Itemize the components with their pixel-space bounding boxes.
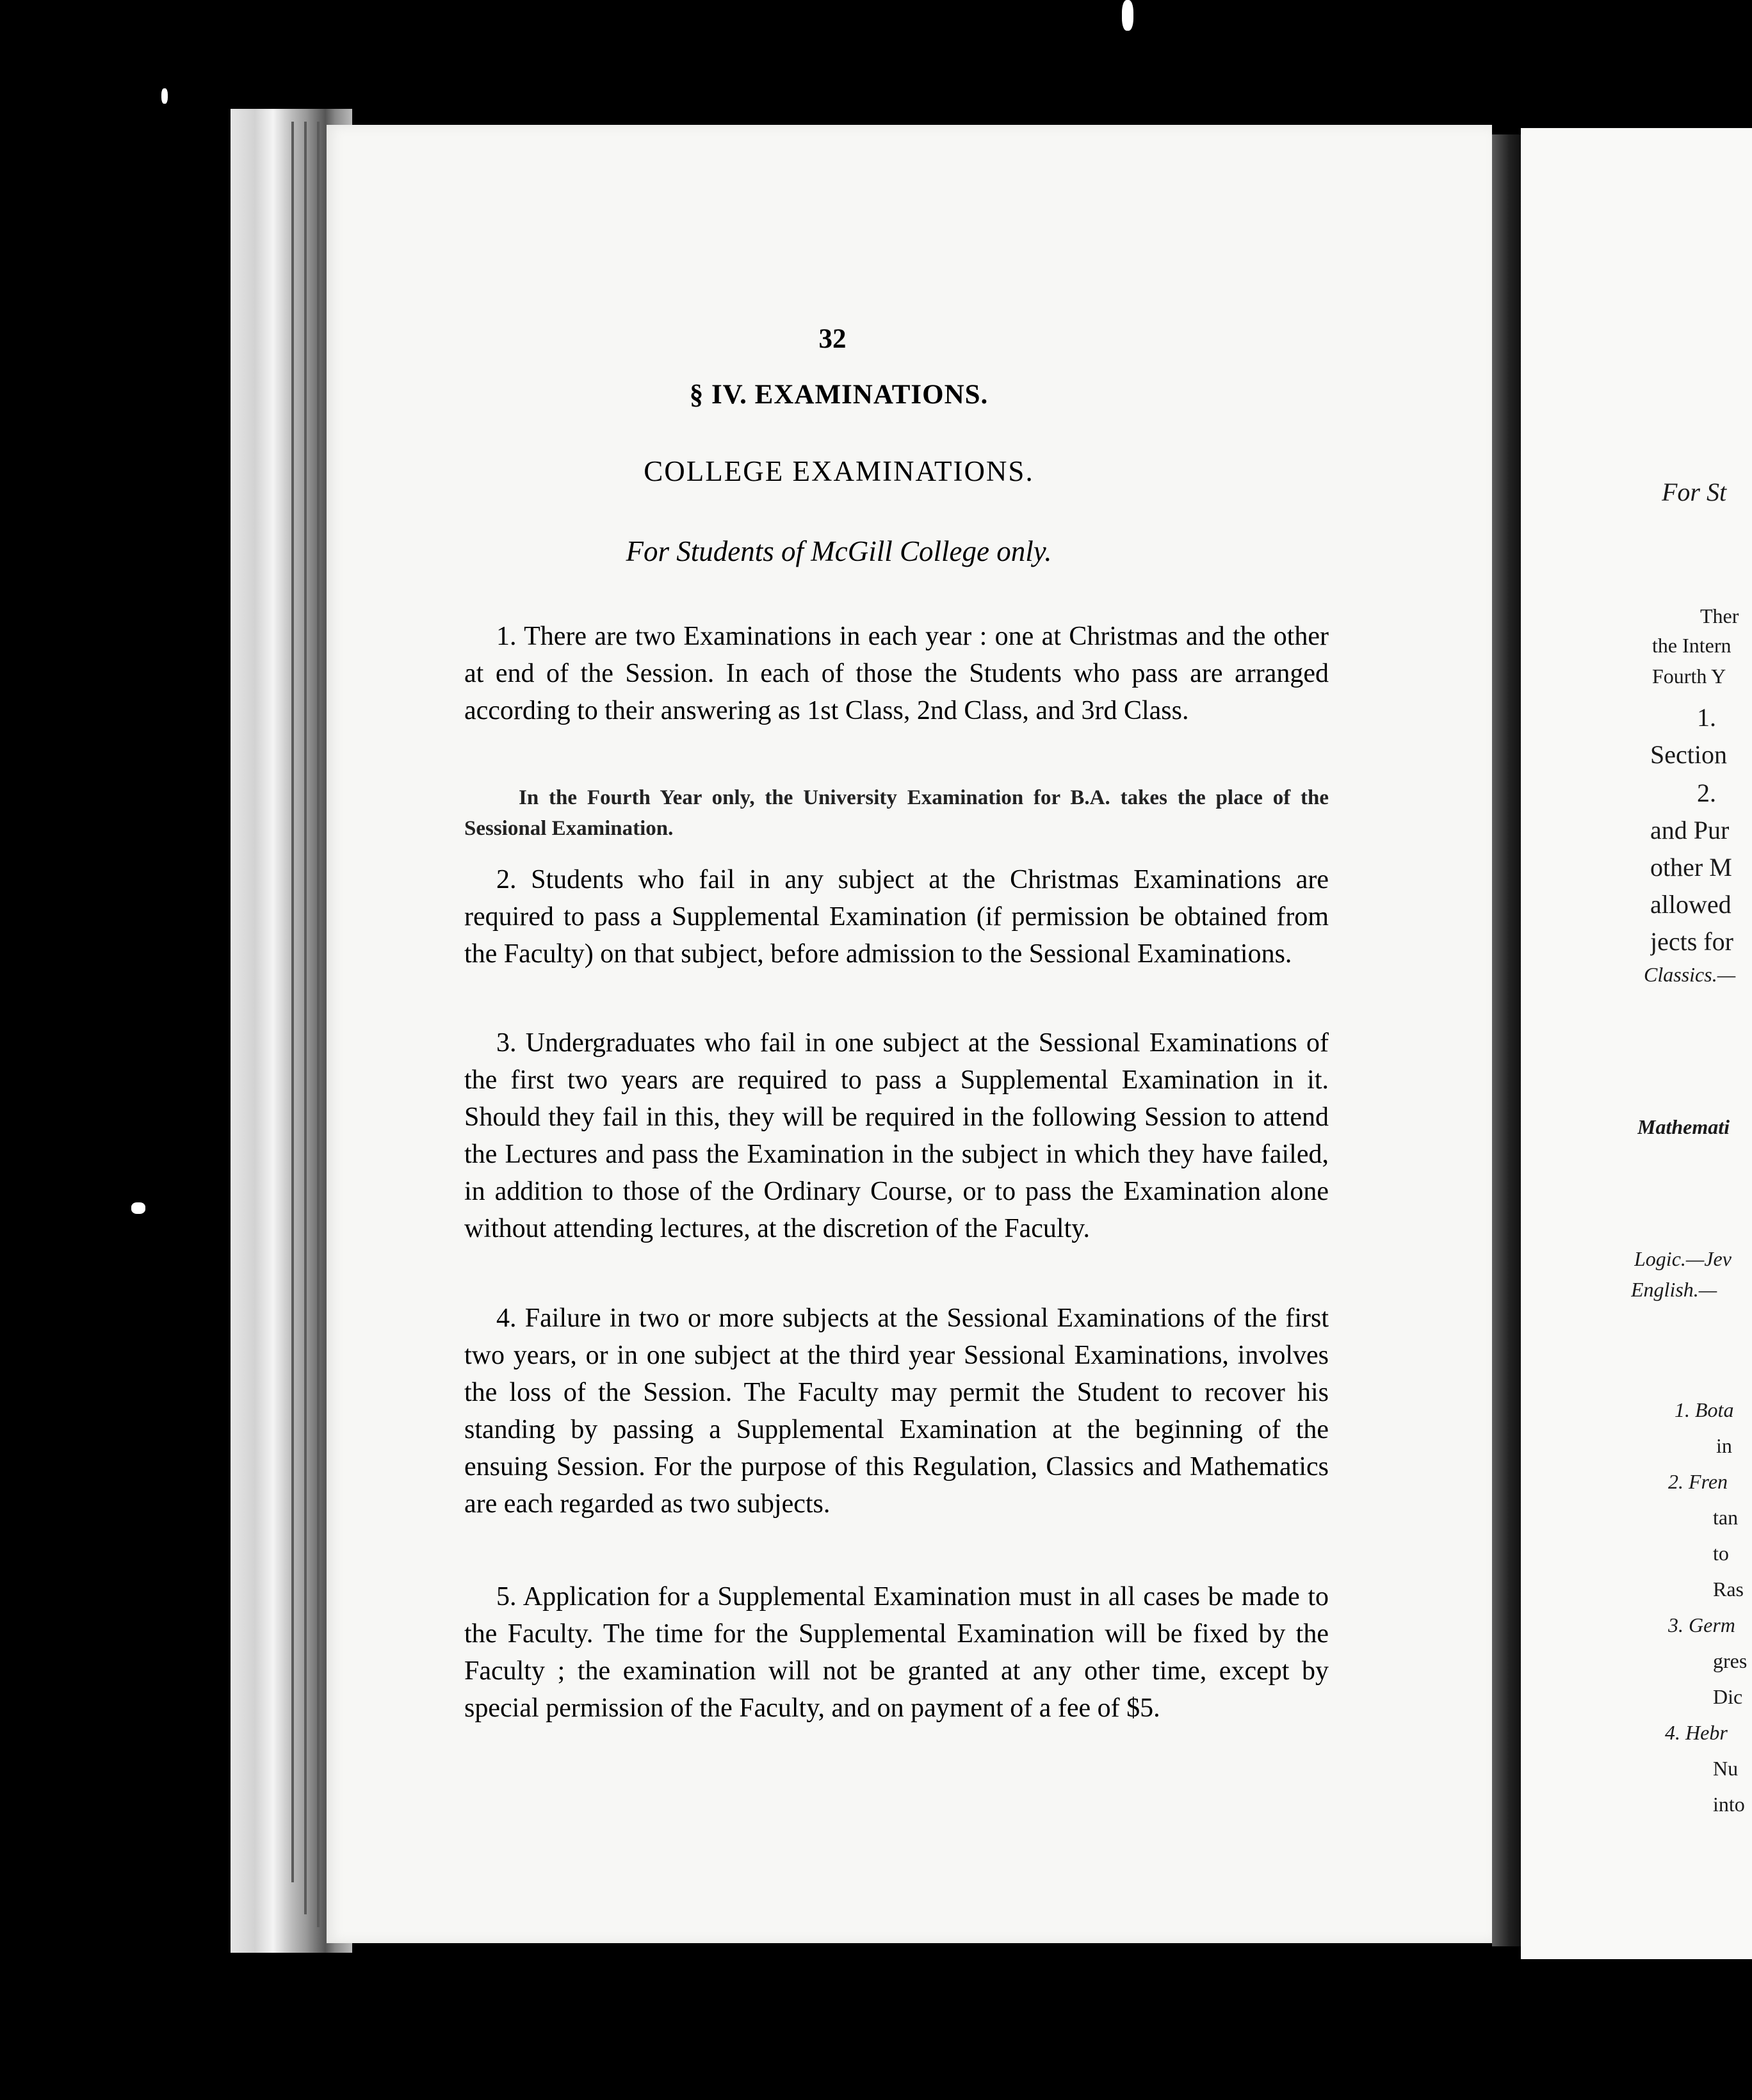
- next-page-fragment: Logic.—Jev: [1634, 1247, 1732, 1270]
- next-page-fragment: 2. Fren: [1668, 1470, 1728, 1493]
- next-page-fragment: to: [1713, 1542, 1729, 1565]
- next-page-fragment: Ras: [1713, 1578, 1744, 1601]
- next-page-fragment: Mathemati: [1637, 1115, 1730, 1138]
- sub-heading: COLLEGE EXAMINATIONS.: [644, 455, 1034, 487]
- page-edge-line: [317, 122, 320, 1927]
- paragraph-2: 2. Students who fail in any subject at the Christmas Examinations are required to pass a Supplemental Examination (if permission be obtained from the Faculty) on that subject, before admission to the Sessional Examinations.: [464, 865, 1329, 969]
- next-page-fragment: the Intern: [1652, 634, 1732, 657]
- scan-speck: [131, 1202, 145, 1214]
- page-edge-line: [304, 122, 307, 1914]
- scan-speck: [161, 88, 168, 104]
- scan-speck: [1122, 0, 1133, 31]
- next-page-fragment: 1. Bota: [1675, 1398, 1734, 1421]
- next-page-fragment: 3. Germ: [1668, 1613, 1735, 1636]
- next-page-fragment: and Pur: [1650, 816, 1730, 844]
- next-page-fragment: Dic: [1713, 1685, 1743, 1708]
- paragraph-3: 3. Undergraduates who fail in one subject at the Sessional Examinations of the first two years are required to pass a Supplemental Examination in it. Should they fail in this, they will be required in the following Session to attend the Lectures and pass the Examination in the subject in which they have failed, in addition to those of the Ordinary Course, or to pass the Examination alone without attending lectures, at the discretion of the Faculty.: [464, 1028, 1329, 1243]
- next-page-fragment: Ther: [1700, 604, 1739, 627]
- next-page-fragment: other M: [1650, 853, 1732, 882]
- next-page-fragment: Classics.—: [1644, 963, 1736, 986]
- italic-heading: For Students of McGill College only.: [626, 535, 1052, 567]
- paragraph-5: 5. Application for a Supplemental Examination must in all cases be made to the Faculty. The time for the Supplemental Examination will be fixed by the Faculty ; the examination will not be granted at any other time, except by special permission of the Faculty, and on payment of a fee of $5.: [464, 1582, 1329, 1723]
- next-page-fragment: in: [1716, 1434, 1732, 1457]
- next-page-fragment: Nu: [1713, 1757, 1739, 1780]
- next-page-fragment: gres: [1713, 1649, 1748, 1672]
- section-heading: § IV. EXAMINATIONS.: [689, 380, 989, 410]
- book-gutter: [1492, 134, 1521, 1946]
- next-page-fragment: jects for: [1650, 927, 1733, 956]
- next-page-fragment: 4. Hebr: [1665, 1721, 1728, 1744]
- next-page-fragment: into: [1713, 1793, 1745, 1816]
- next-page-fragment: 1.: [1697, 703, 1716, 732]
- page-edge-line: [291, 122, 294, 1882]
- next-page-fragment: tan: [1713, 1506, 1739, 1529]
- page-number: 32: [818, 324, 847, 354]
- paragraph-1: 1. There are two Examinations in each year : one at Christmas and the other at end of the Session. In each of those the Students who pass are arranged according to their answering as 1st Class, 2nd Class, and 3rd Class.: [464, 622, 1329, 725]
- next-page-fragment: For St: [1662, 478, 1727, 506]
- next-page-fragment: Fourth Y: [1652, 665, 1726, 688]
- next-page-fragment: Section: [1650, 740, 1727, 769]
- next-page-fragment: allowed: [1650, 890, 1732, 919]
- fourth-year-note: In the Fourth Year only, the University Examination for B.A. takes the place of the Sessional Examination.: [464, 786, 1329, 840]
- next-page-fragment: 2.: [1697, 779, 1716, 807]
- next-page-fragment: English.—: [1631, 1278, 1717, 1301]
- paragraph-4: 4. Failure in two or more subjects at the Sessional Examinations of the first two years, or in one subject at the third year Sessional Examinations, involves the loss of the Session. The Faculty may permit the Student to recover his standing by passing a Supplemental Examination at the beginning of the ensuing Session. For the purpose of this Regulation, Classics and Mathematics are each regarded as two subjects.: [464, 1304, 1329, 1519]
